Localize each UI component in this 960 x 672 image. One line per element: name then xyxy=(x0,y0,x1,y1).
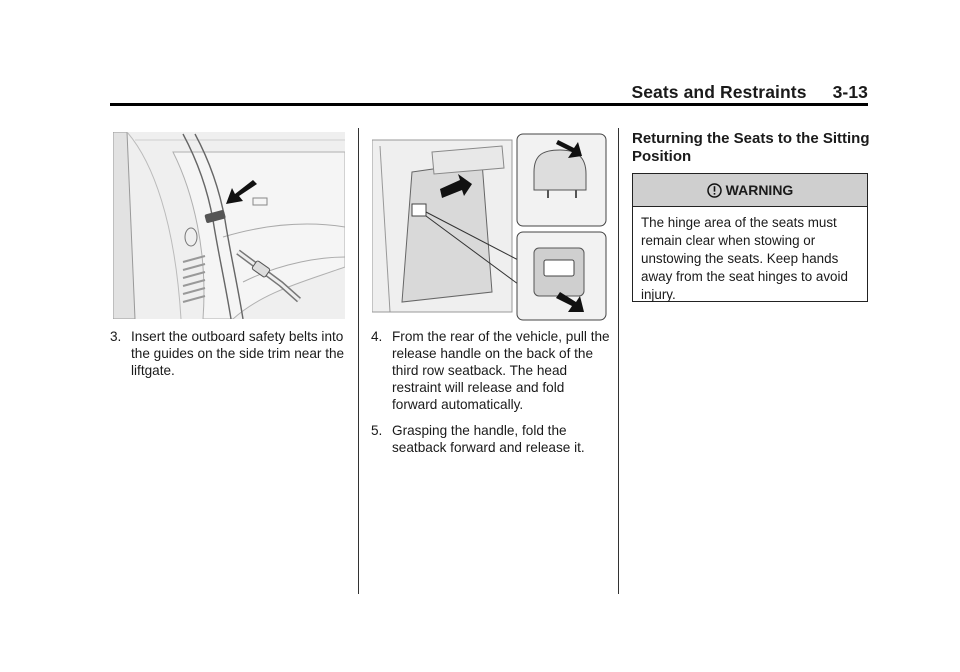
column-divider-right xyxy=(618,128,619,594)
seat-release-illustration xyxy=(372,132,608,322)
steps-4-5 xyxy=(371,328,611,456)
warning-label: WARNING xyxy=(725,182,794,198)
warning-icon xyxy=(707,183,722,198)
page-number: 3-13 xyxy=(832,82,868,102)
section-heading: Returning the Seats to the Sitting Position xyxy=(632,130,870,165)
section-title: Seats and Restraints xyxy=(631,82,807,102)
warning-text: The hinge area of the seats must remain clear when stowing or unstowing the seats. Keep hands away from the seat hinges to avoid injury. xyxy=(641,215,848,302)
warning-header xyxy=(633,174,867,207)
step-3: 3. Insert the outboard safety belts into the guides on the side trim near the liftgate. xyxy=(110,329,345,378)
header-rule xyxy=(110,103,868,106)
belt-guide-illustration xyxy=(113,132,345,319)
warning-box xyxy=(632,173,868,302)
step-4: 4. From the rear of the vehicle, pull the release handle on the back of the third row seatback. The head restraint will release and fold forward automatically. xyxy=(371,329,610,412)
step-5: 5. Grasping the handle, fold the seatback forward and release it. xyxy=(371,423,585,455)
column-divider-left xyxy=(358,128,359,594)
page-header xyxy=(110,82,868,103)
